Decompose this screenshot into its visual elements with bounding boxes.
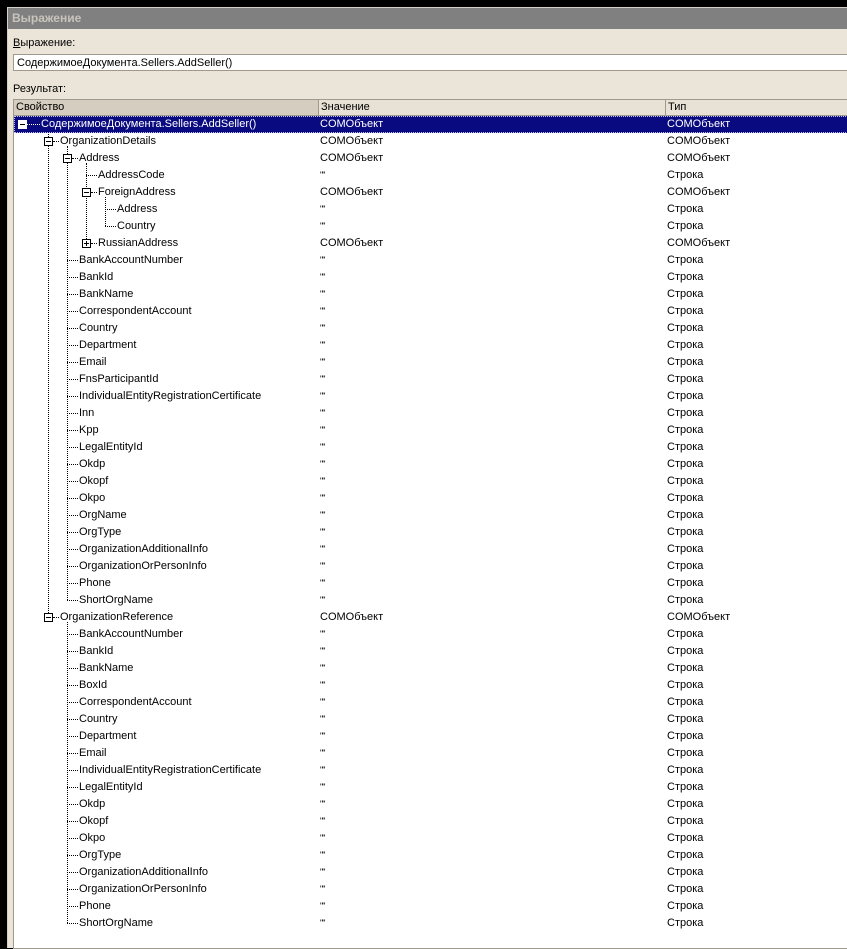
type-cell: Строка (667, 254, 704, 266)
tree-branch-line (67, 498, 78, 499)
property-name: OrganizationOrPersonInfo (79, 883, 207, 895)
tree-row[interactable] (14, 626, 847, 643)
value-cell: "" (320, 867, 325, 877)
value-cell: "" (320, 391, 325, 401)
property-name: BankName (79, 662, 134, 674)
type-cell: Строка (667, 424, 704, 436)
tree-branch-line (67, 464, 78, 465)
tree-branch-line (67, 668, 78, 669)
value-cell: "" (320, 289, 325, 299)
tree-row[interactable] (14, 490, 847, 507)
type-cell: Строка (667, 917, 704, 929)
value-cell: "" (320, 884, 325, 894)
tree-row[interactable] (14, 830, 847, 847)
property-name: Email (79, 356, 107, 368)
tree-branch-line (67, 821, 78, 822)
tree-branch-line (67, 532, 78, 533)
value-cell: "" (320, 442, 325, 452)
tree-row[interactable] (14, 779, 847, 796)
collapse-minus-icon[interactable] (44, 137, 53, 146)
tree-row[interactable] (14, 864, 847, 881)
type-cell: COMОбъект (667, 135, 731, 147)
value-cell: "" (320, 221, 325, 231)
value-cell: "" (320, 663, 325, 673)
property-name: RussianAddress (98, 237, 179, 249)
type-cell: Строка (667, 407, 704, 419)
expand-plus-icon[interactable] (82, 239, 91, 248)
tree-branch-line (67, 872, 78, 873)
tree-row[interactable] (14, 881, 847, 898)
value-cell: "" (320, 748, 325, 758)
value-cell: "" (320, 425, 325, 435)
column-header-value[interactable]: Значение (319, 100, 666, 115)
value-cell: COMОбъект (320, 186, 384, 198)
tree-row[interactable] (14, 320, 847, 337)
property-name: OrganizationOrPersonInfo (79, 560, 207, 572)
tree-row[interactable] (14, 286, 847, 303)
tree-row[interactable] (14, 439, 847, 456)
tree-branch-line (105, 209, 116, 210)
property-name: ShortOrgName (79, 917, 153, 929)
tree-branch-line (67, 379, 78, 380)
type-cell: Строка (667, 849, 704, 861)
tree-row[interactable] (14, 303, 847, 320)
tree-row[interactable] (14, 167, 847, 184)
type-cell: Строка (667, 271, 704, 283)
type-cell: Строка (667, 373, 704, 385)
tree-row[interactable] (14, 915, 847, 932)
value-cell: "" (320, 561, 325, 571)
type-cell: Строка (667, 696, 704, 708)
tree-branch-line (67, 260, 78, 261)
expression-label-text: ыражение: (20, 37, 76, 49)
type-cell: Строка (667, 509, 704, 521)
tree-branch-line (67, 719, 78, 720)
tree-row[interactable] (14, 660, 847, 677)
tree-branch-line (67, 600, 78, 601)
value-cell: "" (320, 850, 325, 860)
type-cell: Строка (667, 356, 704, 368)
tree-row[interactable] (14, 184, 847, 201)
tree-branch-line (67, 447, 78, 448)
value-cell: "" (320, 714, 325, 724)
type-cell: Строка (667, 866, 704, 878)
property-name: Okopf (79, 815, 109, 827)
property-name: Kpp (79, 424, 99, 436)
value-cell: "" (320, 306, 325, 316)
tree-branch-line (67, 923, 78, 924)
value-cell: "" (320, 918, 325, 928)
tree-branch-line (67, 549, 78, 550)
tree-branch-line (67, 651, 78, 652)
value-cell: "" (320, 170, 325, 180)
tree-row[interactable] (14, 847, 847, 864)
value-cell: "" (320, 204, 325, 214)
tree-branch-line (67, 294, 78, 295)
value-cell: COMОбъект (320, 237, 384, 249)
value-cell: "" (320, 646, 325, 656)
type-cell: Строка (667, 543, 704, 555)
tree-branch-line (67, 413, 78, 414)
tree-branch-line (67, 481, 78, 482)
tree-branch-line (27, 124, 40, 125)
tree-branch-line (91, 243, 97, 244)
tree-row[interactable] (14, 337, 847, 354)
type-cell: Строка (667, 662, 704, 674)
property-name: OrganizationAdditionalInfo (79, 866, 209, 878)
type-cell: Строка (667, 203, 704, 215)
tree-branch-line (67, 634, 78, 635)
type-cell: Строка (667, 305, 704, 317)
tree-row[interactable] (14, 269, 847, 286)
type-cell: COMОбъект (667, 237, 731, 249)
property-name: CorrespondentAccount (79, 305, 192, 317)
property-name: ShortOrgName (79, 594, 153, 606)
tree-branch-line (67, 702, 78, 703)
type-cell: Строка (667, 390, 704, 402)
tree-row[interactable] (14, 371, 847, 388)
property-name: IndividualEntityRegistrationCertificate (79, 764, 262, 776)
type-cell: Строка (667, 220, 704, 232)
collapse-minus-icon[interactable] (44, 613, 53, 622)
property-name: Country (79, 713, 118, 725)
tree-row[interactable] (14, 609, 847, 626)
tree-branch-line (67, 770, 78, 771)
property-name: BankId (79, 645, 114, 657)
expression-dialog (7, 7, 847, 948)
property-name: Phone (79, 900, 111, 912)
tree-row[interactable] (14, 745, 847, 762)
tree-row[interactable] (14, 728, 847, 745)
tree-row[interactable] (14, 592, 847, 609)
tree-row[interactable] (14, 694, 847, 711)
tree-branch-line (72, 158, 78, 159)
tree-branch-line (67, 889, 78, 890)
property-name: LegalEntityId (79, 441, 143, 453)
property-name: Okpo (79, 832, 106, 844)
type-cell: Строка (667, 169, 704, 181)
value-cell: "" (320, 731, 325, 741)
type-cell: Строка (667, 798, 704, 810)
property-name: Okpo (79, 492, 106, 504)
tree-branch-line (67, 804, 78, 805)
tree-branch-line (67, 787, 78, 788)
type-cell: Строка (667, 645, 704, 657)
value-cell: "" (320, 629, 325, 639)
expression-label-mnemonic: В (13, 37, 21, 49)
tree-branch-line (67, 430, 78, 431)
tree-row[interactable] (14, 898, 847, 915)
type-cell: Строка (667, 679, 704, 691)
type-cell: COMОбъект (667, 152, 731, 164)
property-name: СодержимоеДокумента.Sellers.AddSeller() (41, 118, 257, 130)
tree-row[interactable] (14, 677, 847, 694)
collapse-minus-icon[interactable] (18, 120, 27, 129)
tree-branch-line (67, 753, 78, 754)
tree-row[interactable] (14, 133, 847, 150)
property-name: BankAccountNumber (79, 254, 183, 266)
value-cell: "" (320, 357, 325, 367)
tree-branch-line (67, 838, 78, 839)
value-cell: "" (320, 272, 325, 282)
tree-row[interactable] (14, 405, 847, 422)
property-name: Phone (79, 577, 111, 589)
tree-branch-line (67, 328, 78, 329)
value-cell: "" (320, 799, 325, 809)
property-name: Okdp (79, 798, 106, 810)
value-cell: "" (320, 765, 325, 775)
type-cell: Строка (667, 883, 704, 895)
tree-branch-line (67, 311, 78, 312)
type-cell: COMОбъект (667, 611, 731, 623)
property-name: Address (79, 152, 120, 164)
tree-row[interactable] (14, 813, 847, 830)
property-name: OrgType (79, 849, 122, 861)
type-cell: Строка (667, 458, 704, 470)
property-name: Country (117, 220, 156, 232)
value-cell: "" (320, 901, 325, 911)
type-cell: Строка (667, 815, 704, 827)
tree-branch-line (67, 685, 78, 686)
tree-row[interactable] (14, 762, 847, 779)
type-cell: Строка (667, 492, 704, 504)
type-cell: Строка (667, 747, 704, 759)
result-label: Результат: (13, 83, 67, 95)
tree-row[interactable] (14, 150, 847, 167)
tree-row[interactable] (14, 541, 847, 558)
value-cell: "" (320, 595, 325, 605)
type-cell: Строка (667, 764, 704, 776)
value-cell: "" (320, 578, 325, 588)
result-tree-grid[interactable] (13, 99, 847, 949)
tree-row[interactable] (14, 235, 847, 252)
property-name: IndividualEntityRegistrationCertificate (79, 390, 262, 402)
tree-branch-line (67, 855, 78, 856)
column-header-type[interactable]: Тип (668, 101, 687, 113)
tree-branch-line (53, 141, 59, 142)
property-name: OrganizationAdditionalInfo (79, 543, 209, 555)
collapse-minus-icon[interactable] (63, 154, 72, 163)
type-cell: Строка (667, 339, 704, 351)
tree-branch-line (67, 515, 78, 516)
value-cell: "" (320, 782, 325, 792)
grid-header (14, 100, 847, 116)
tree-row[interactable] (14, 643, 847, 660)
value-cell: "" (320, 459, 325, 469)
property-name: Address (117, 203, 158, 215)
value-cell: "" (320, 816, 325, 826)
type-cell: Строка (667, 900, 704, 912)
tree-row[interactable] (14, 796, 847, 813)
type-cell: Строка (667, 288, 704, 300)
property-name: Email (79, 747, 107, 759)
type-cell: Строка (667, 322, 704, 334)
tree-branch-line (67, 345, 78, 346)
tree-branch-line (67, 736, 78, 737)
property-name: BankName (79, 288, 134, 300)
tree-branch-line (53, 617, 59, 618)
value-cell: "" (320, 544, 325, 554)
expression-input[interactable] (13, 54, 847, 71)
type-cell: Строка (667, 577, 704, 589)
column-header-property[interactable]: Свойство (14, 100, 319, 115)
tree-row[interactable] (14, 711, 847, 728)
type-cell: Строка (667, 628, 704, 640)
type-cell: Строка (667, 594, 704, 606)
property-name: CorrespondentAccount (79, 696, 192, 708)
property-name: AddressCode (98, 169, 165, 181)
property-name: Department (79, 339, 137, 351)
property-name: OrganizationDetails (60, 135, 156, 147)
type-cell: Строка (667, 475, 704, 487)
value-cell: "" (320, 527, 325, 537)
property-name: ForeignAddress (98, 186, 176, 198)
value-cell: COMОбъект (320, 135, 384, 147)
tree-row[interactable] (14, 507, 847, 524)
value-cell: "" (320, 510, 325, 520)
value-cell: COMОбъект (320, 611, 384, 623)
property-name: Okopf (79, 475, 109, 487)
value-cell: "" (320, 476, 325, 486)
property-name: Inn (79, 407, 95, 419)
tree-row[interactable] (14, 473, 847, 490)
type-cell: Строка (667, 560, 704, 572)
type-cell: Строка (667, 832, 704, 844)
value-cell: "" (320, 408, 325, 418)
value-cell: "" (320, 374, 325, 384)
tree-row[interactable] (14, 354, 847, 371)
tree-branch-line (67, 906, 78, 907)
tree-row[interactable] (14, 422, 847, 439)
tree-row[interactable] (14, 218, 847, 235)
window-title: Выражение (12, 11, 82, 25)
value-cell: COMОбъект (320, 152, 384, 164)
property-name: Country (79, 322, 118, 334)
expression-label (13, 37, 75, 49)
tree-branch-line (86, 175, 97, 176)
collapse-minus-icon[interactable] (82, 188, 91, 197)
tree-row[interactable] (14, 558, 847, 575)
value-cell: "" (320, 323, 325, 333)
property-name: BankAccountNumber (79, 628, 183, 640)
title-bar[interactable] (8, 8, 847, 29)
property-name: Okdp (79, 458, 106, 470)
type-cell: COMОбъект (667, 186, 731, 198)
property-name: OrgType (79, 526, 122, 538)
tree-branch-line (67, 396, 78, 397)
tree-row[interactable] (14, 575, 847, 592)
value-cell: "" (320, 680, 325, 690)
tree-branch-line (105, 226, 116, 227)
value-cell: "" (320, 493, 325, 503)
tree-branch-line (67, 566, 78, 567)
value-cell: "" (320, 255, 325, 265)
value-cell: "" (320, 833, 325, 843)
value-cell: "" (320, 340, 325, 350)
value-cell: "" (320, 697, 325, 707)
tree-branch-line (67, 277, 78, 278)
tree-branch-line (67, 583, 78, 584)
tree-branch-line (91, 192, 97, 193)
type-cell: Строка (667, 526, 704, 538)
tree-row[interactable] (14, 252, 847, 269)
tree-row[interactable] (14, 116, 847, 133)
tree-row[interactable] (14, 388, 847, 405)
property-name: LegalEntityId (79, 781, 143, 793)
type-cell: COMОбъект (667, 118, 731, 130)
value-cell: COMОбъект (320, 118, 384, 130)
type-cell: Строка (667, 781, 704, 793)
property-name: BoxId (79, 679, 108, 691)
tree-row[interactable] (14, 524, 847, 541)
type-cell: Строка (667, 441, 704, 453)
property-name: OrgName (79, 509, 127, 521)
type-cell: Строка (667, 713, 704, 725)
tree-branch-line (67, 362, 78, 363)
property-name: BankId (79, 271, 114, 283)
property-name: Department (79, 730, 137, 742)
tree-row[interactable] (14, 456, 847, 473)
type-cell: Строка (667, 730, 704, 742)
property-name: OrganizationReference (60, 611, 174, 623)
tree-rows (14, 116, 847, 932)
tree-row[interactable] (14, 201, 847, 218)
property-name: FnsParticipantId (79, 373, 159, 385)
